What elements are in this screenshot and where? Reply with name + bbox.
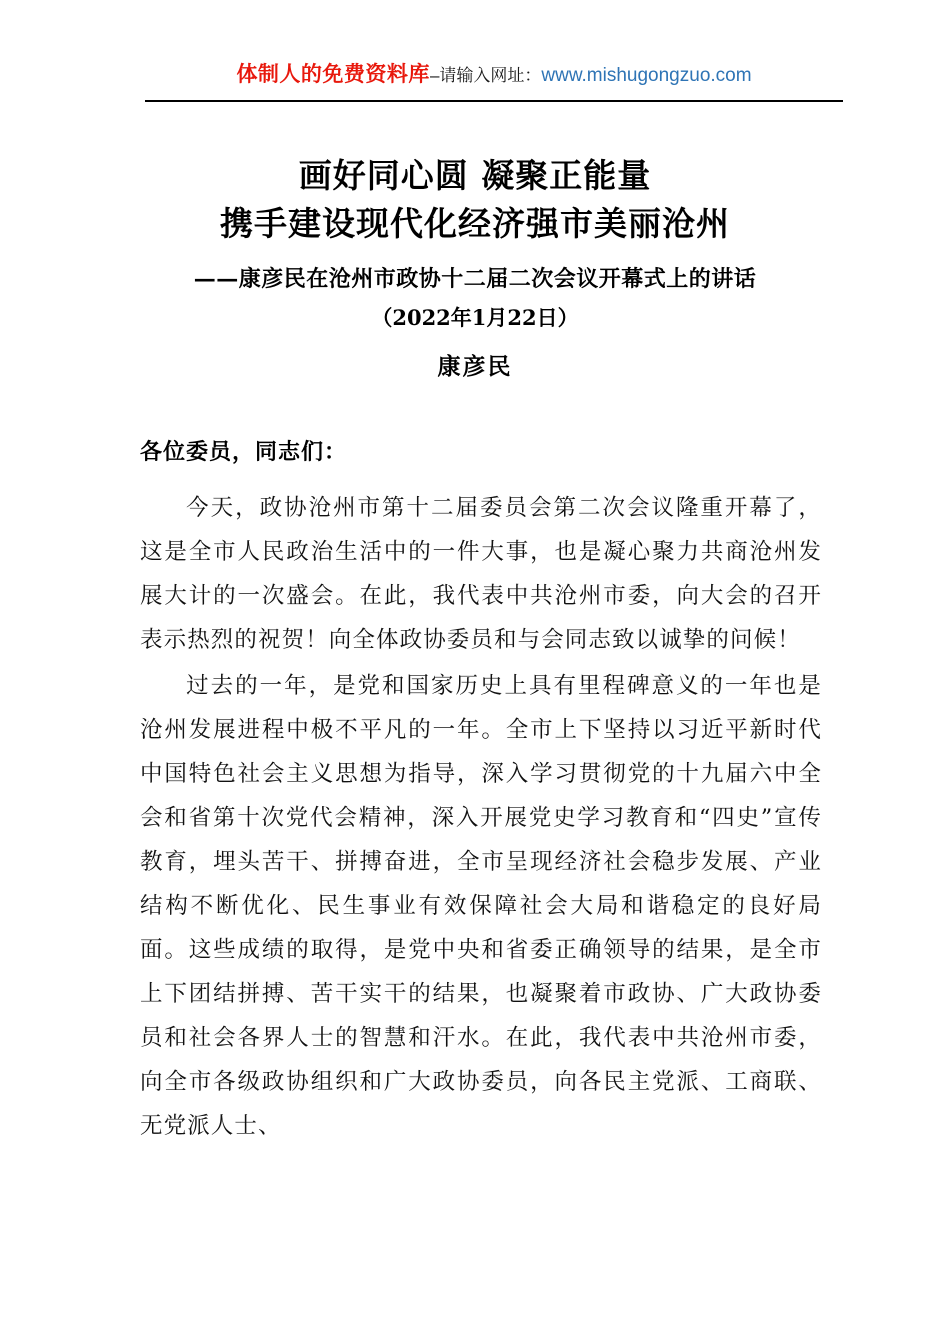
document-date: （2022年1月22日） <box>371 305 579 330</box>
website-url[interactable]: www.mishugongzuo.com <box>541 65 752 86</box>
title-line-1: 画好同心圆 凝聚正能量 <box>298 156 652 195</box>
header-divider <box>145 100 843 102</box>
salutation: 各位委员，同志们： <box>140 440 348 465</box>
body-paragraph: 过去的一年，是党和国家历史上具有里程碑意义的一年也是沧州发展进程中极不平凡的一年。全市上下坚持以习近平新时代中国特色社会主义思想为指导，深入学习贯彻党的十九届六中全会和省第十次党代会精神，深入开展党史学习教育和“四史”宣传教育，埋头苦干、拼搏奋进，全市呈现经济社会稳步发展、产业结构不断优化、民生事业有效保障社会大局和谐稳定的良好局面。这些成绩的取得，是党中央和省委正确领导的结果，是全市上下团结拼搏、苦干实干的结果，也凝聚着市政协、广大政协委员和社会各界人士的智慧和汗水。在此，我代表中共沧州市委，向全市各级政协组织和广大政协委员，向各民主党派、工商联、无党派人士、 <box>140 673 822 1139</box>
author-byline: 康彦民 <box>437 353 513 380</box>
page-title <box>75 152 875 248</box>
document-body <box>140 432 822 1150</box>
title-line-2: 携手建设现代化经济强市美丽沧州 <box>220 204 730 243</box>
watermark-header <box>145 58 843 88</box>
document-subtitle: ——康彦民在沧州市政协十二届二次会议开幕式上的讲话 <box>193 266 757 292</box>
header-separator-text: –请输入网址： <box>429 66 542 85</box>
brand-text: 体制人的免费资料库 <box>236 63 430 86</box>
body-paragraph: 今天，政协沧州市第十二届委员会第二次会议隆重开幕了，这是全市人民政治生活中的一件大事，也是凝心聚力共商沧州发展大计的一次盛会。在此，我代表中共沧州市委，向大会的召开表示热烈的祝贺！向全体政协委员和与会同志致以诚挚的问候！ <box>140 495 822 653</box>
